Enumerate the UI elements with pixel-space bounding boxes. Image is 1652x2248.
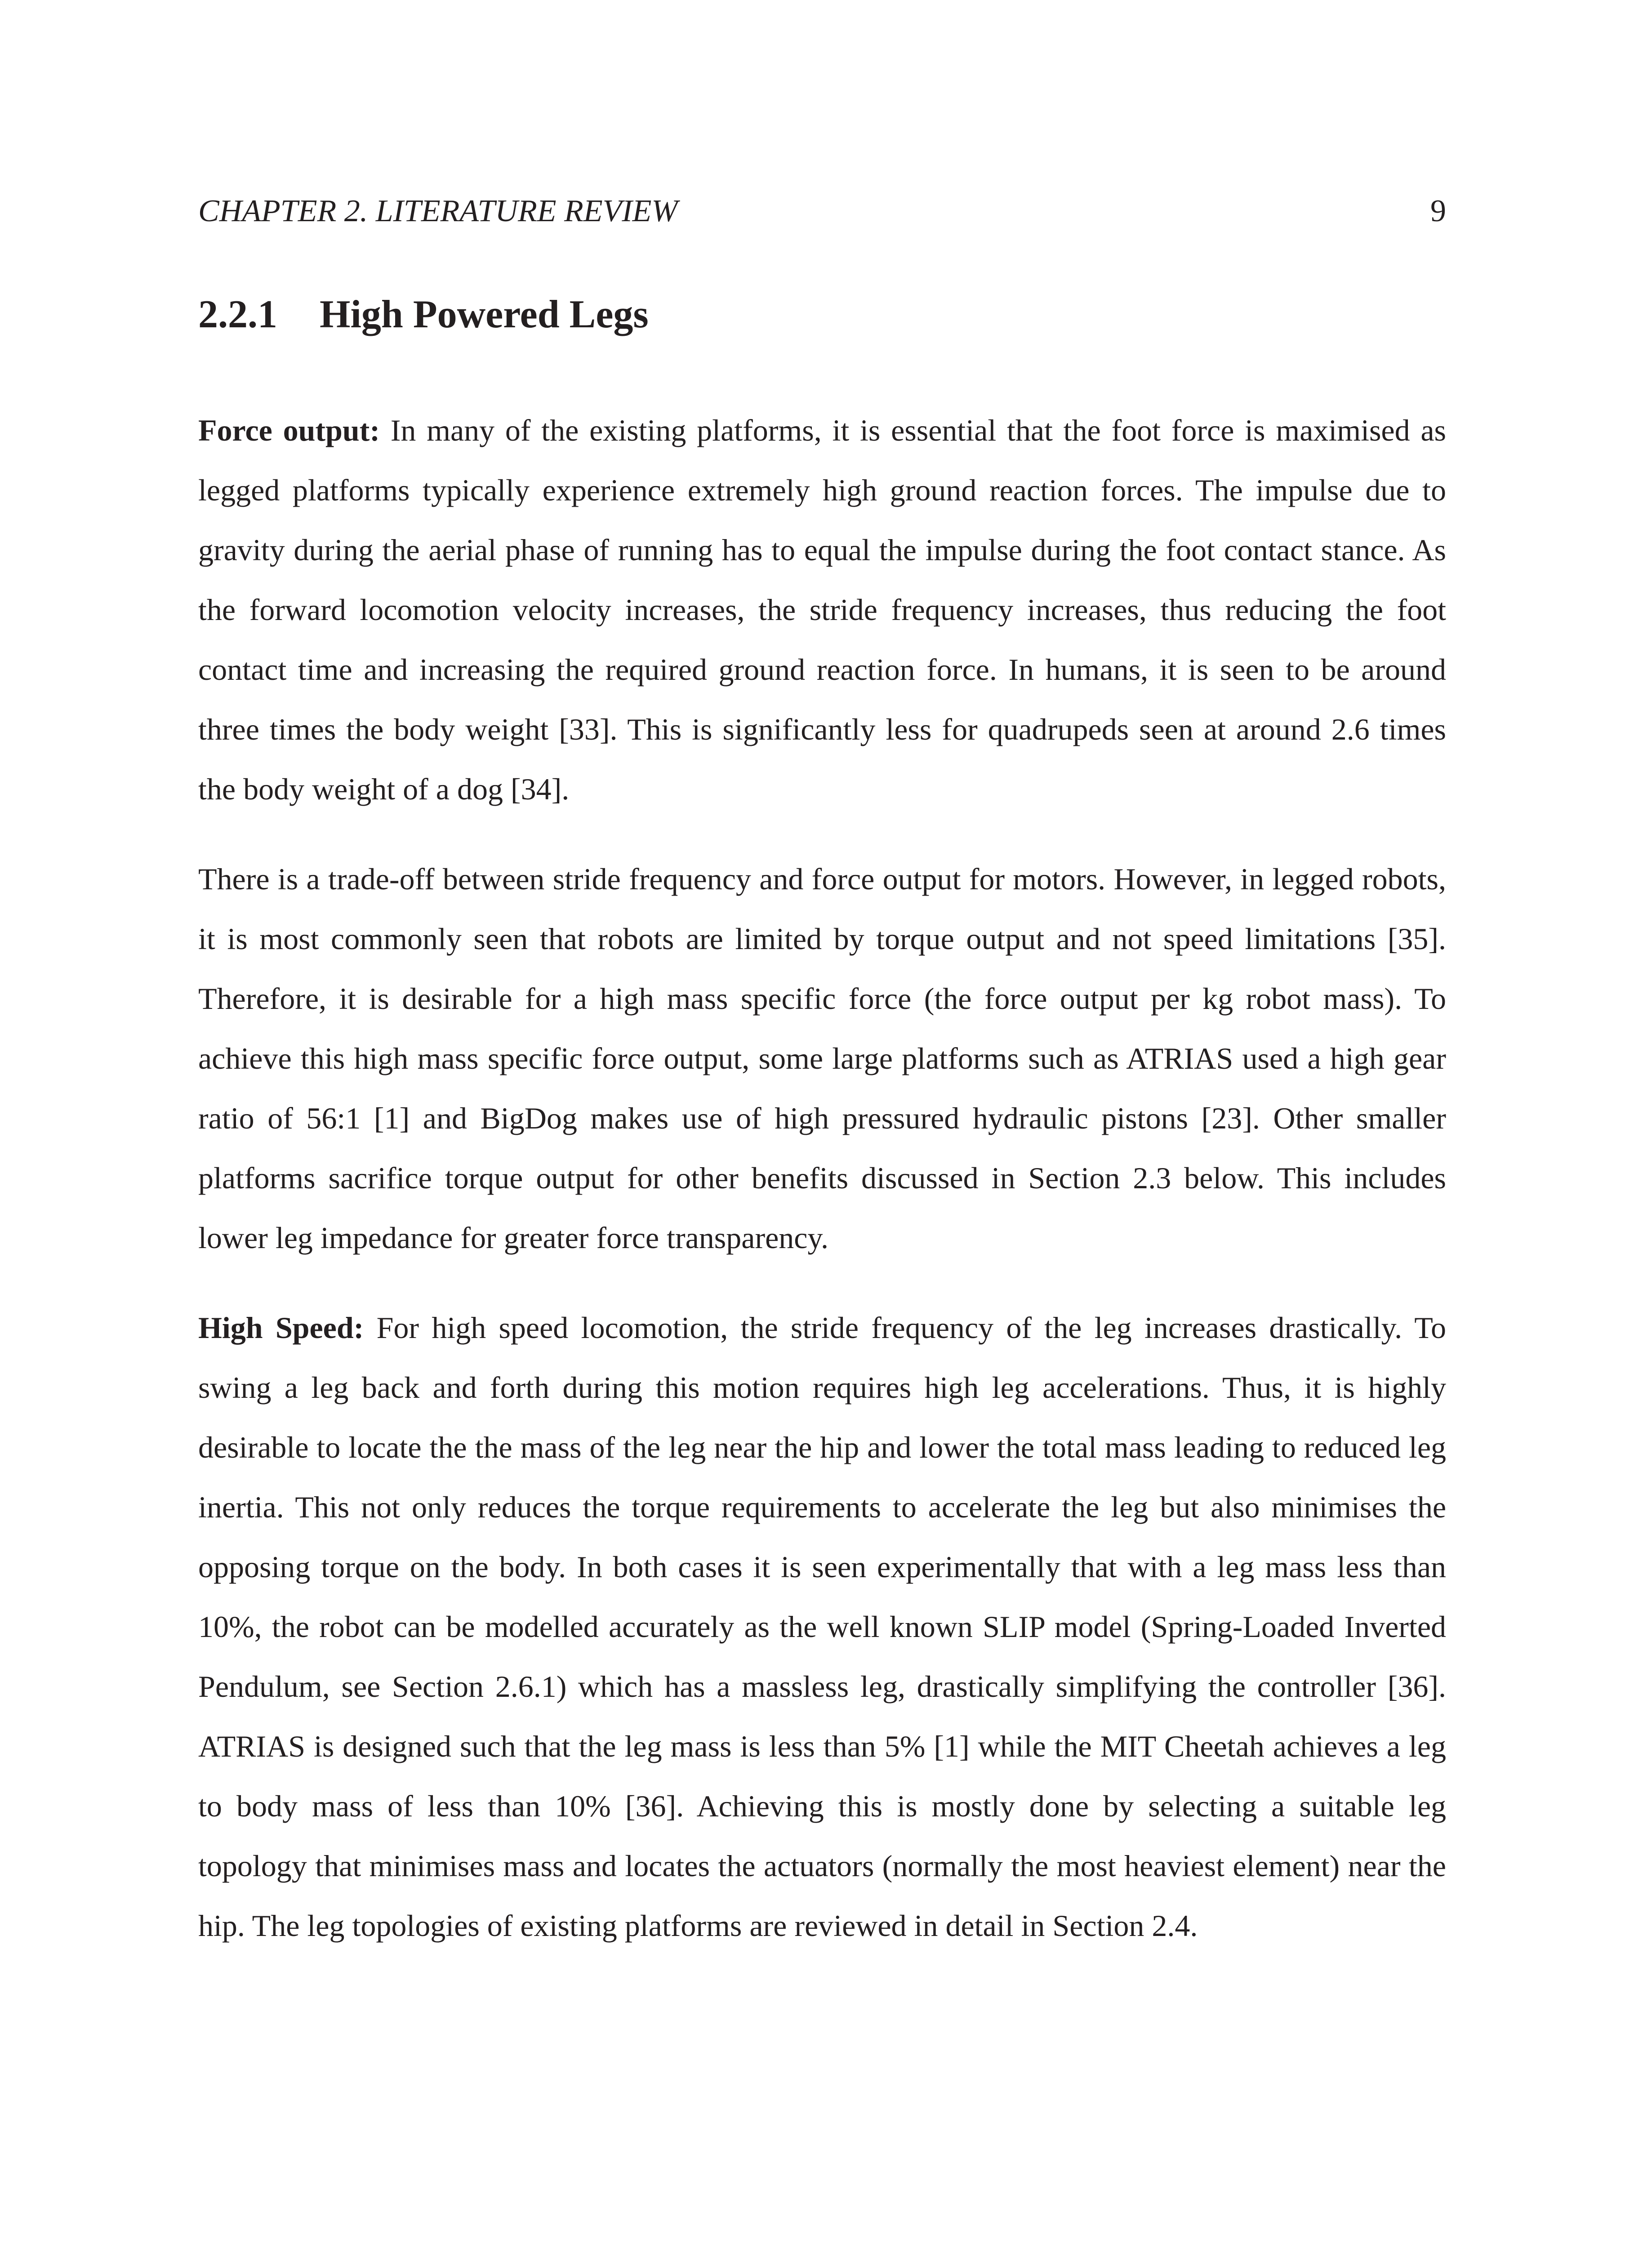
page-number: 9 (1430, 194, 1446, 228)
chapter-title: CHAPTER 2. LITERATURE REVIEW (198, 194, 678, 228)
body-text (198, 401, 1446, 1986)
section-heading (198, 288, 649, 342)
paragraph-force-output (198, 401, 1446, 819)
running-header (198, 189, 1446, 234)
section-number: 2.2.1 (198, 293, 277, 336)
paragraph-lead: High Speed: (198, 1311, 364, 1345)
paragraph-text: In many of the existing platforms, it is essential that the foot force is maximised as legged platforms typically experience extremely high ground reaction forces. The impulse due to gravity during the aerial phase of running has to equal the impulse during the foot contact stance. As the forward locomotion velocity increases, the stride frequency increases, thus reducing the foot contact time and increasing the required ground reaction force. In humans, it is seen to be around three times the body weight [33]. This is significantly less for quadrupeds seen at around 2.6 times the body weight of a dog [34]. (198, 413, 1446, 806)
paragraph-text: For high speed locomotion, the stride frequency of the leg increases drastically. To swing a leg back and forth during this motion requires high leg accelerations. Thus, it is highly desirable to locate the the mass of the leg near the hip and lower the total mass leading to reduced leg inertia. This not only reduces the torque requirements to accelerate the leg but also minimises the opposing torque on the body. In both cases it is seen experimentally that with a leg mass less than 10%, the robot can be modelled accurately as the well known SLIP model (Spring-Loaded Inverted Pendulum, see Section 2.6.1) which has a massless leg, drastically simplifying the controller [36]. ATRIAS is designed such that the leg mass is less than 5% [1] while the MIT Cheetah achieves a leg to body mass of less than 10% [36]. Achieving this is mostly done by selecting a suitable leg topology that minimises mass and locates the actuators (normally the most heaviest element) near the hip. The leg topologies of existing platforms are reviewed in detail in Section 2.4. (198, 1311, 1446, 1943)
paragraph-trade-off (198, 849, 1446, 1268)
section-title: High Powered Legs (320, 293, 649, 336)
paragraph-high-speed (198, 1298, 1446, 1956)
paragraph-text: There is a trade-off between stride frequency and force output for motors. However, in legged robots, it is most commonly seen that robots are limited by torque output and not speed limitations [35]. Therefore, it is desirable for a high mass specific force (the force output per kg robot mass). To achieve this high mass specific force output, some large platforms such as ATRIAS used a high gear ratio of 56:1 [1] and BigDog makes use of high pressured hydraulic pistons [23]. Other smaller platforms sacrifice torque output for other benefits discussed in Section 2.3 below. This includes lower leg impedance for greater force transparency. (198, 862, 1446, 1255)
paragraph-lead: Force output: (198, 413, 380, 447)
